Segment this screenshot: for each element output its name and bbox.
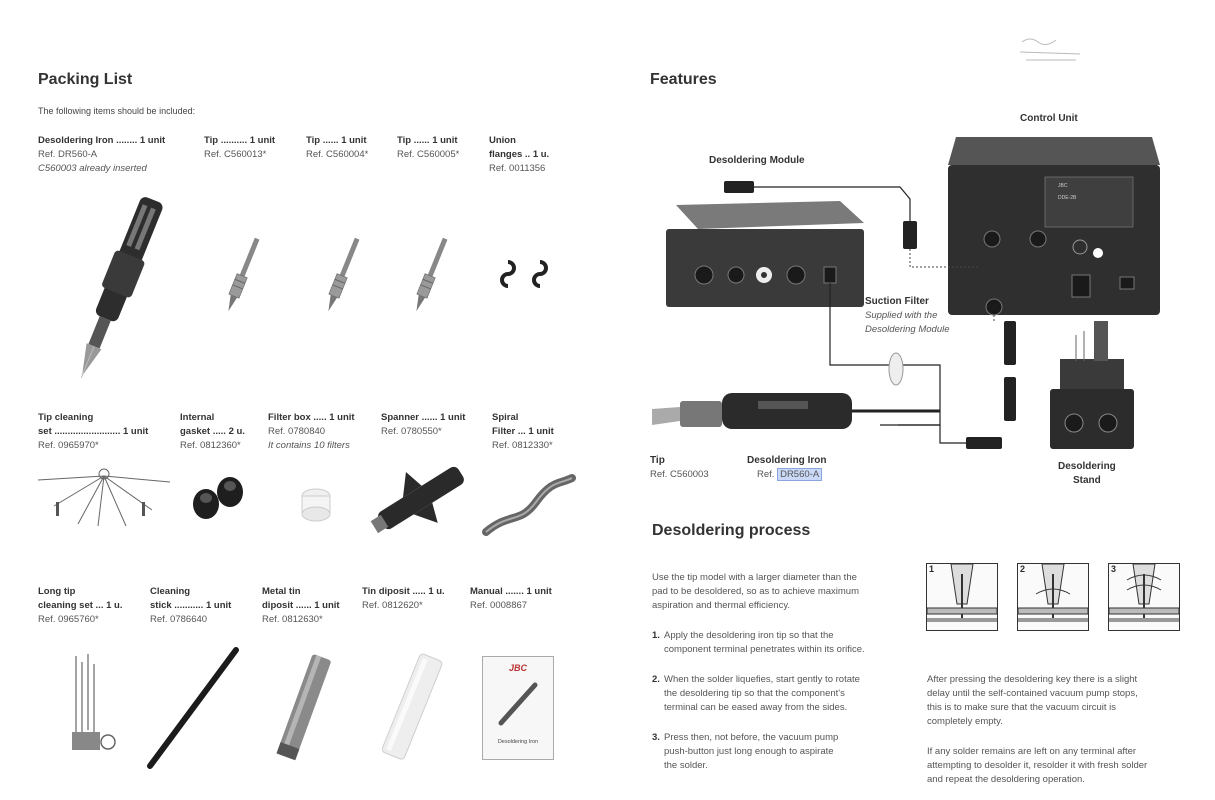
step-line: terminal can be eased away from the sides. <box>664 702 848 713</box>
features-diagram <box>640 125 1210 475</box>
step-line: the desoldering tip so that the component's <box>664 688 845 699</box>
note-line: If any solder remains are left on any terminal after <box>927 746 1137 757</box>
note-line: completely empty. <box>927 716 1003 727</box>
item-name: Desoldering Iron ........ 1 unit <box>38 135 166 146</box>
packing-list-title: Packing List <box>38 71 133 88</box>
item-filter-box <box>268 411 355 453</box>
item-name: Cleaning <box>150 586 191 597</box>
step-line: When the solder liquefies, start gently to rotate <box>664 674 860 685</box>
step-line: component terminal penetrates within its orifice. <box>664 644 865 655</box>
item-internal-gasket <box>180 411 245 453</box>
figure-number: 2 <box>1020 564 1026 574</box>
item-tip-c560004 <box>306 134 368 162</box>
label-desoldering-iron: Desoldering Iron <box>747 455 827 466</box>
step-3-drawing <box>1109 564 1179 630</box>
step-number: 3. <box>652 732 660 743</box>
internal-gasket-image <box>190 468 250 524</box>
note-line: After pressing the desoldering key there is a slight <box>927 674 1138 685</box>
label-desoldering-stand-2: Stand <box>1073 475 1101 486</box>
step-line: Apply the desoldering iron tip so that the <box>664 630 834 641</box>
note-line: attempting to desolder it, resolder it with fresh solder <box>927 760 1148 771</box>
tip-image-3 <box>410 232 452 318</box>
item-long-tip-cleaning-set <box>38 585 122 627</box>
step-number: 2. <box>652 674 660 685</box>
item-name-2: diposit ...... 1 unit <box>262 600 340 611</box>
item-ref: Ref. 0780840 <box>268 426 326 437</box>
label-suction-filter: Suction Filter <box>865 296 929 307</box>
item-name-2: Filter ... 1 unit <box>492 426 554 437</box>
desoldering-iron-image <box>45 186 185 392</box>
step-line: push-button just long enough to aspirate <box>664 746 834 757</box>
item-tip-c560013 <box>204 134 275 162</box>
tip-image-2 <box>322 232 364 318</box>
item-tin-diposit <box>362 585 445 613</box>
process-note-2 <box>927 745 1185 787</box>
item-ref: Ref. 0786640 <box>150 614 208 625</box>
metal-tin-diposit-image <box>272 652 336 762</box>
item-ref: Ref. C560013* <box>204 149 267 160</box>
item-spiral-filter <box>492 411 554 453</box>
process-intro <box>652 571 859 613</box>
item-name: Tip ...... 1 unit <box>306 135 367 146</box>
process-figure-1 <box>926 563 998 631</box>
item-cleaning-stick <box>150 585 231 627</box>
item-name-2: flanges .. 1 u. <box>489 149 550 160</box>
item-ref: Ref. C560004* <box>306 149 369 160</box>
iron-ref-prefix: Ref. <box>757 469 775 480</box>
packing-list-intro: The following items should be included: <box>38 106 196 116</box>
filter-image <box>296 484 336 524</box>
label-suction-filter-note-2: Desoldering Module <box>865 324 950 335</box>
long-tip-cleaning-set-image <box>62 652 122 762</box>
desoldering-stand-image <box>1050 321 1134 449</box>
item-tip-cleaning-set <box>38 411 148 453</box>
handwritten-mark <box>1014 18 1094 68</box>
item-name-2: cleaning set ... 1 u. <box>38 600 123 611</box>
item-name: Spiral <box>492 412 519 423</box>
label-tip-ref: Ref. C560003 <box>650 469 709 480</box>
item-ref: Ref. 0812360* <box>180 440 241 451</box>
item-name-2: stick ........... 1 unit <box>150 600 232 611</box>
item-note: It contains 10 filters <box>268 440 350 451</box>
item-desoldering-iron <box>38 134 165 176</box>
step-number: 1. <box>652 630 660 641</box>
iron-ref-code-selected[interactable]: DR560-A <box>777 468 822 481</box>
item-name: Union <box>489 135 516 146</box>
process-step-2 <box>652 673 914 715</box>
figure-number: 1 <box>929 564 935 574</box>
manual-image <box>482 656 554 760</box>
note-line: and repeat the desoldering operation. <box>927 774 1085 785</box>
item-ref: Ref. 0965970* <box>38 440 99 451</box>
item-name: Metal tin <box>262 586 301 597</box>
item-name-2: gasket ..... 2 u. <box>180 426 245 437</box>
item-spanner <box>381 411 465 439</box>
union-flanges-image <box>500 258 560 290</box>
manual-cover-iron-icon <box>495 679 541 727</box>
process-step-1 <box>652 629 914 657</box>
item-ref: Ref. 0812330* <box>492 440 553 451</box>
item-name: Long tip <box>38 586 76 597</box>
process-figure-2 <box>1017 563 1089 631</box>
spiral-filter-image <box>480 472 576 538</box>
figure-number: 3 <box>1111 564 1117 574</box>
item-ref: Ref. 0812630* <box>262 614 323 625</box>
step-line: the solder. <box>664 760 708 771</box>
step-1-drawing <box>927 564 997 630</box>
item-name: Tip cleaning <box>38 412 94 423</box>
step-2-drawing <box>1018 564 1088 630</box>
note-line: this is to make sure that the vacuum circuit is <box>927 702 1117 713</box>
label-suction-filter-note-1: Supplied with the <box>865 310 938 321</box>
tip-cleaning-set-image <box>34 458 174 528</box>
item-ref: Ref. 0011356 <box>489 163 546 174</box>
item-name: Tin diposit ..... 1 u. <box>362 586 445 597</box>
unit-model-text: DDE-2B <box>1058 195 1077 201</box>
item-ref: Ref. 0008867 <box>470 600 528 611</box>
spanner-image <box>366 458 476 538</box>
item-ref: Ref. DR560-A <box>38 149 98 160</box>
item-note: C560003 already inserted <box>38 163 147 174</box>
unit-brand-text: JBC <box>1058 183 1068 189</box>
intro-line: Use the tip model with a larger diameter than the <box>652 572 857 583</box>
note-line: delay until the self-contained vacuum pump stops, <box>927 688 1138 699</box>
process-figure-3 <box>1108 563 1180 631</box>
item-name: Tip ...... 1 unit <box>397 135 458 146</box>
tip-image-1 <box>222 232 264 318</box>
label-control-unit: Control Unit <box>1020 113 1078 124</box>
features-title: Features <box>650 71 717 88</box>
tin-diposit-image <box>378 652 448 762</box>
manual-brand-logo: JBC <box>508 663 527 673</box>
intro-line: aspiration and thermal efficiency. <box>652 600 791 611</box>
features-iron-image <box>652 393 940 429</box>
item-name: Manual ....... 1 unit <box>470 586 552 597</box>
item-metal-tin-diposit <box>262 585 340 627</box>
item-union-flanges <box>489 134 549 176</box>
item-name: Tip .......... 1 unit <box>204 135 276 146</box>
item-tip-c560005 <box>397 134 459 162</box>
process-note-1 <box>927 673 1185 729</box>
step-line: Press then, not before, the vacuum pump <box>664 732 839 743</box>
intro-line: pad to be desoldered, so as to achieve maximum <box>652 586 860 597</box>
item-ref: Ref. 0780550* <box>381 426 442 437</box>
item-name-2: set ......................... 1 unit <box>38 426 149 437</box>
manual-caption: Desoldering Iron <box>497 739 539 745</box>
item-manual <box>470 585 552 613</box>
process-title: Desoldering process <box>652 522 811 539</box>
label-desoldering-stand-1: Desoldering <box>1058 461 1116 472</box>
desoldering-module-image <box>666 201 864 307</box>
process-step-3 <box>652 731 914 773</box>
item-ref: Ref. 0812620* <box>362 600 423 611</box>
item-ref: Ref. 0965760* <box>38 614 99 625</box>
item-name: Spanner ...... 1 unit <box>381 412 466 423</box>
cleaning-stick-image <box>142 646 242 770</box>
item-name: Filter box ..... 1 unit <box>268 412 355 423</box>
item-ref: Ref. C560005* <box>397 149 460 160</box>
label-desoldering-module: Desoldering Module <box>709 155 805 166</box>
control-unit-image <box>948 137 1160 315</box>
item-name: Internal <box>180 412 215 423</box>
label-tip: Tip <box>650 455 665 466</box>
